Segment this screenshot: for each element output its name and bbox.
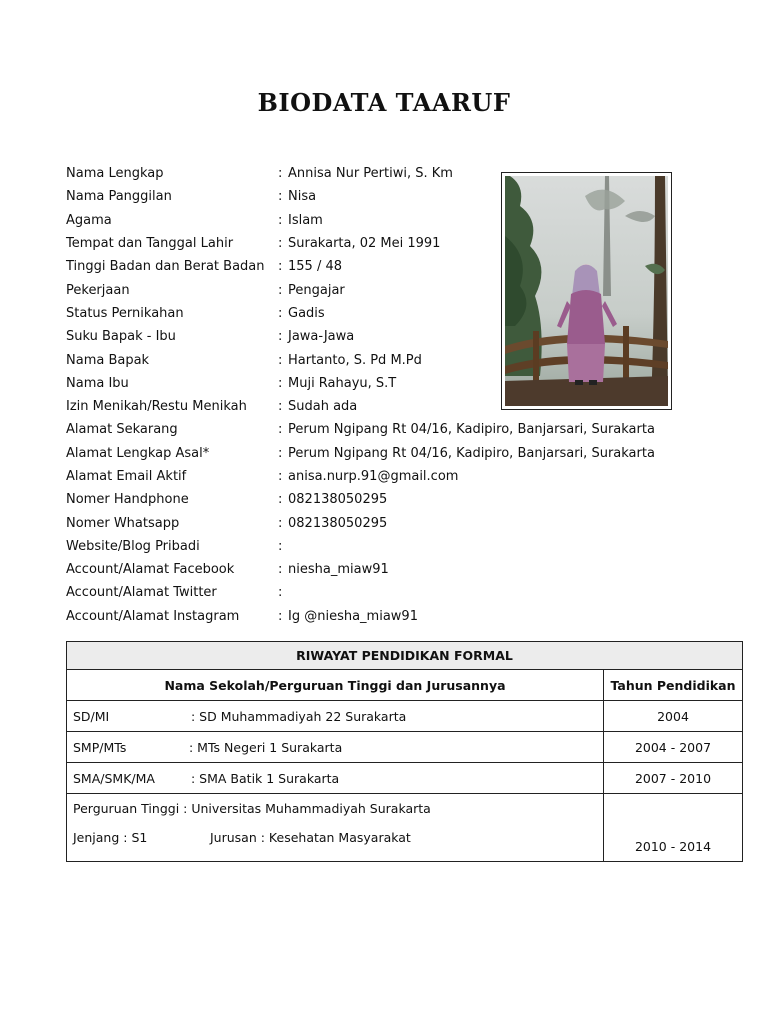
year-cell: 2010 - 2014 bbox=[604, 794, 743, 862]
field-value: Pengajar bbox=[288, 282, 345, 298]
portrait-photo bbox=[501, 172, 672, 410]
school-name: : Universitas Muhammadiyah Surakarta bbox=[183, 801, 431, 816]
field-value: Nisa bbox=[288, 189, 317, 205]
field-label: Nomer Handphone bbox=[66, 492, 189, 508]
field-value: niesha_miaw91 bbox=[288, 562, 389, 578]
field-label: Suku Bapak - Ibu bbox=[66, 329, 176, 345]
education-level: SD/MI bbox=[73, 708, 110, 724]
field-row-alamat-sekarang bbox=[66, 418, 655, 441]
field-row-twitter bbox=[66, 581, 655, 604]
field-colon: : bbox=[278, 259, 283, 275]
field-label: Alamat Lengkap Asal* bbox=[66, 445, 210, 461]
education-heading: RIWAYAT PENDIDIKAN FORMAL bbox=[67, 642, 743, 670]
field-value: 082138050295 bbox=[288, 492, 388, 508]
degree-line bbox=[73, 830, 597, 845]
field-label: Pekerjaan bbox=[66, 282, 130, 298]
table-row bbox=[67, 763, 743, 794]
school-cell bbox=[67, 701, 604, 732]
field-label: Account/Alamat Facebook bbox=[66, 562, 235, 578]
jenjang: Jenjang : S1 bbox=[73, 830, 148, 845]
field-row-whatsapp bbox=[66, 511, 655, 534]
field-value: Sudah ada bbox=[288, 399, 358, 415]
year-cell: 2004 bbox=[604, 701, 743, 732]
column-header-year: Tahun Pendidikan bbox=[604, 670, 743, 701]
field-label: Nama Bapak bbox=[66, 352, 150, 368]
field-label: Website/Blog Pribadi bbox=[66, 538, 200, 554]
field-value: 155 / 48 bbox=[288, 259, 342, 275]
school-name: : SMA Batik 1 Surakarta bbox=[191, 770, 340, 786]
field-colon: : bbox=[278, 166, 283, 182]
field-value: Annisa Nur Pertiwi, S. Km bbox=[288, 166, 453, 182]
field-colon: : bbox=[278, 608, 283, 624]
field-colon: : bbox=[278, 469, 283, 484]
school-name: : SD Muhammadiyah 22 Surakarta bbox=[191, 708, 407, 724]
field-colon: : bbox=[278, 538, 283, 554]
year-cell: 2007 - 2010 bbox=[604, 763, 743, 794]
field-label: Alamat Sekarang bbox=[66, 422, 178, 438]
field-label: Account/Alamat Twitter bbox=[66, 585, 217, 601]
field-value: Islam bbox=[288, 212, 323, 228]
page-title: BIODATA TAARUF bbox=[257, 88, 511, 117]
field-colon: : bbox=[278, 585, 283, 601]
field-row-instagram bbox=[66, 605, 655, 628]
education-level: SMA/SMK/MA bbox=[73, 770, 155, 786]
field-label: Account/Alamat Instagram bbox=[66, 608, 240, 624]
school-cell bbox=[67, 794, 604, 862]
field-colon: : bbox=[278, 236, 283, 252]
field-colon: : bbox=[278, 305, 283, 321]
field-label: Nama Panggilan bbox=[66, 189, 172, 205]
field-colon: : bbox=[278, 445, 283, 461]
field-value: Hartanto, S. Pd M.Pd bbox=[288, 352, 422, 368]
field-label: Alamat Email Aktif bbox=[66, 469, 187, 484]
field-label: Agama bbox=[66, 212, 112, 228]
education-level: Perguruan Tinggi bbox=[73, 801, 180, 816]
field-colon: : bbox=[278, 375, 283, 391]
field-row-alamat-asal bbox=[66, 442, 655, 465]
field-colon: : bbox=[278, 212, 283, 228]
field-value: Perum Ngipang Rt 04/16, Kadipiro, Banjarsari, Surakarta bbox=[288, 422, 655, 438]
field-label: Nama Ibu bbox=[66, 375, 129, 391]
field-label: Tinggi Badan dan Berat Badan bbox=[66, 259, 265, 275]
field-value: 082138050295 bbox=[288, 515, 388, 531]
field-colon: : bbox=[278, 399, 283, 415]
table-row bbox=[67, 732, 743, 763]
university-line bbox=[73, 801, 597, 816]
education-table bbox=[66, 641, 743, 862]
field-colon: : bbox=[278, 492, 283, 508]
field-colon: : bbox=[278, 422, 283, 438]
field-colon: : bbox=[278, 562, 283, 578]
year-cell: 2004 - 2007 bbox=[604, 732, 743, 763]
school-name: : MTs Negeri 1 Surakarta bbox=[189, 739, 343, 755]
field-value: Surakarta, 02 Mei 1991 bbox=[288, 236, 441, 252]
field-row-website bbox=[66, 535, 655, 558]
school-cell bbox=[67, 763, 604, 794]
portrait-photo-icon bbox=[505, 176, 668, 406]
field-value: Ig @niesha_miaw91 bbox=[288, 608, 418, 624]
field-row-facebook bbox=[66, 558, 655, 581]
field-label: Tempat dan Tanggal Lahir bbox=[66, 236, 234, 252]
field-colon: : bbox=[278, 515, 283, 531]
field-label: Nomer Whatsapp bbox=[66, 515, 180, 531]
field-value: Perum Ngipang Rt 04/16, Kadipiro, Banjarsari, Surakarta bbox=[288, 445, 655, 461]
field-row-handphone bbox=[66, 488, 655, 511]
table-row-university bbox=[67, 794, 743, 862]
field-value: Gadis bbox=[288, 305, 325, 321]
column-header-school: Nama Sekolah/Perguruan Tinggi dan Jurusannya bbox=[67, 670, 604, 701]
jurusan: Jurusan : Kesehatan Masyarakat bbox=[210, 830, 411, 845]
education-level: SMP/MTs bbox=[73, 739, 127, 755]
school-cell bbox=[67, 732, 604, 763]
field-colon: : bbox=[278, 189, 283, 205]
field-label: Status Pernikahan bbox=[66, 305, 184, 321]
table-row bbox=[67, 701, 743, 732]
field-value: Jawa-Jawa bbox=[288, 329, 355, 345]
field-row-email bbox=[66, 465, 655, 488]
field-label: Izin Menikah/Restu Menikah bbox=[66, 399, 247, 415]
field-colon: : bbox=[278, 329, 283, 345]
field-value: Muji Rahayu, S.T bbox=[288, 375, 397, 391]
field-label: Nama Lengkap bbox=[66, 166, 164, 182]
field-colon: : bbox=[278, 282, 283, 298]
field-colon: : bbox=[278, 352, 283, 368]
field-value: anisa.nurp.91@gmail.com bbox=[288, 469, 459, 484]
